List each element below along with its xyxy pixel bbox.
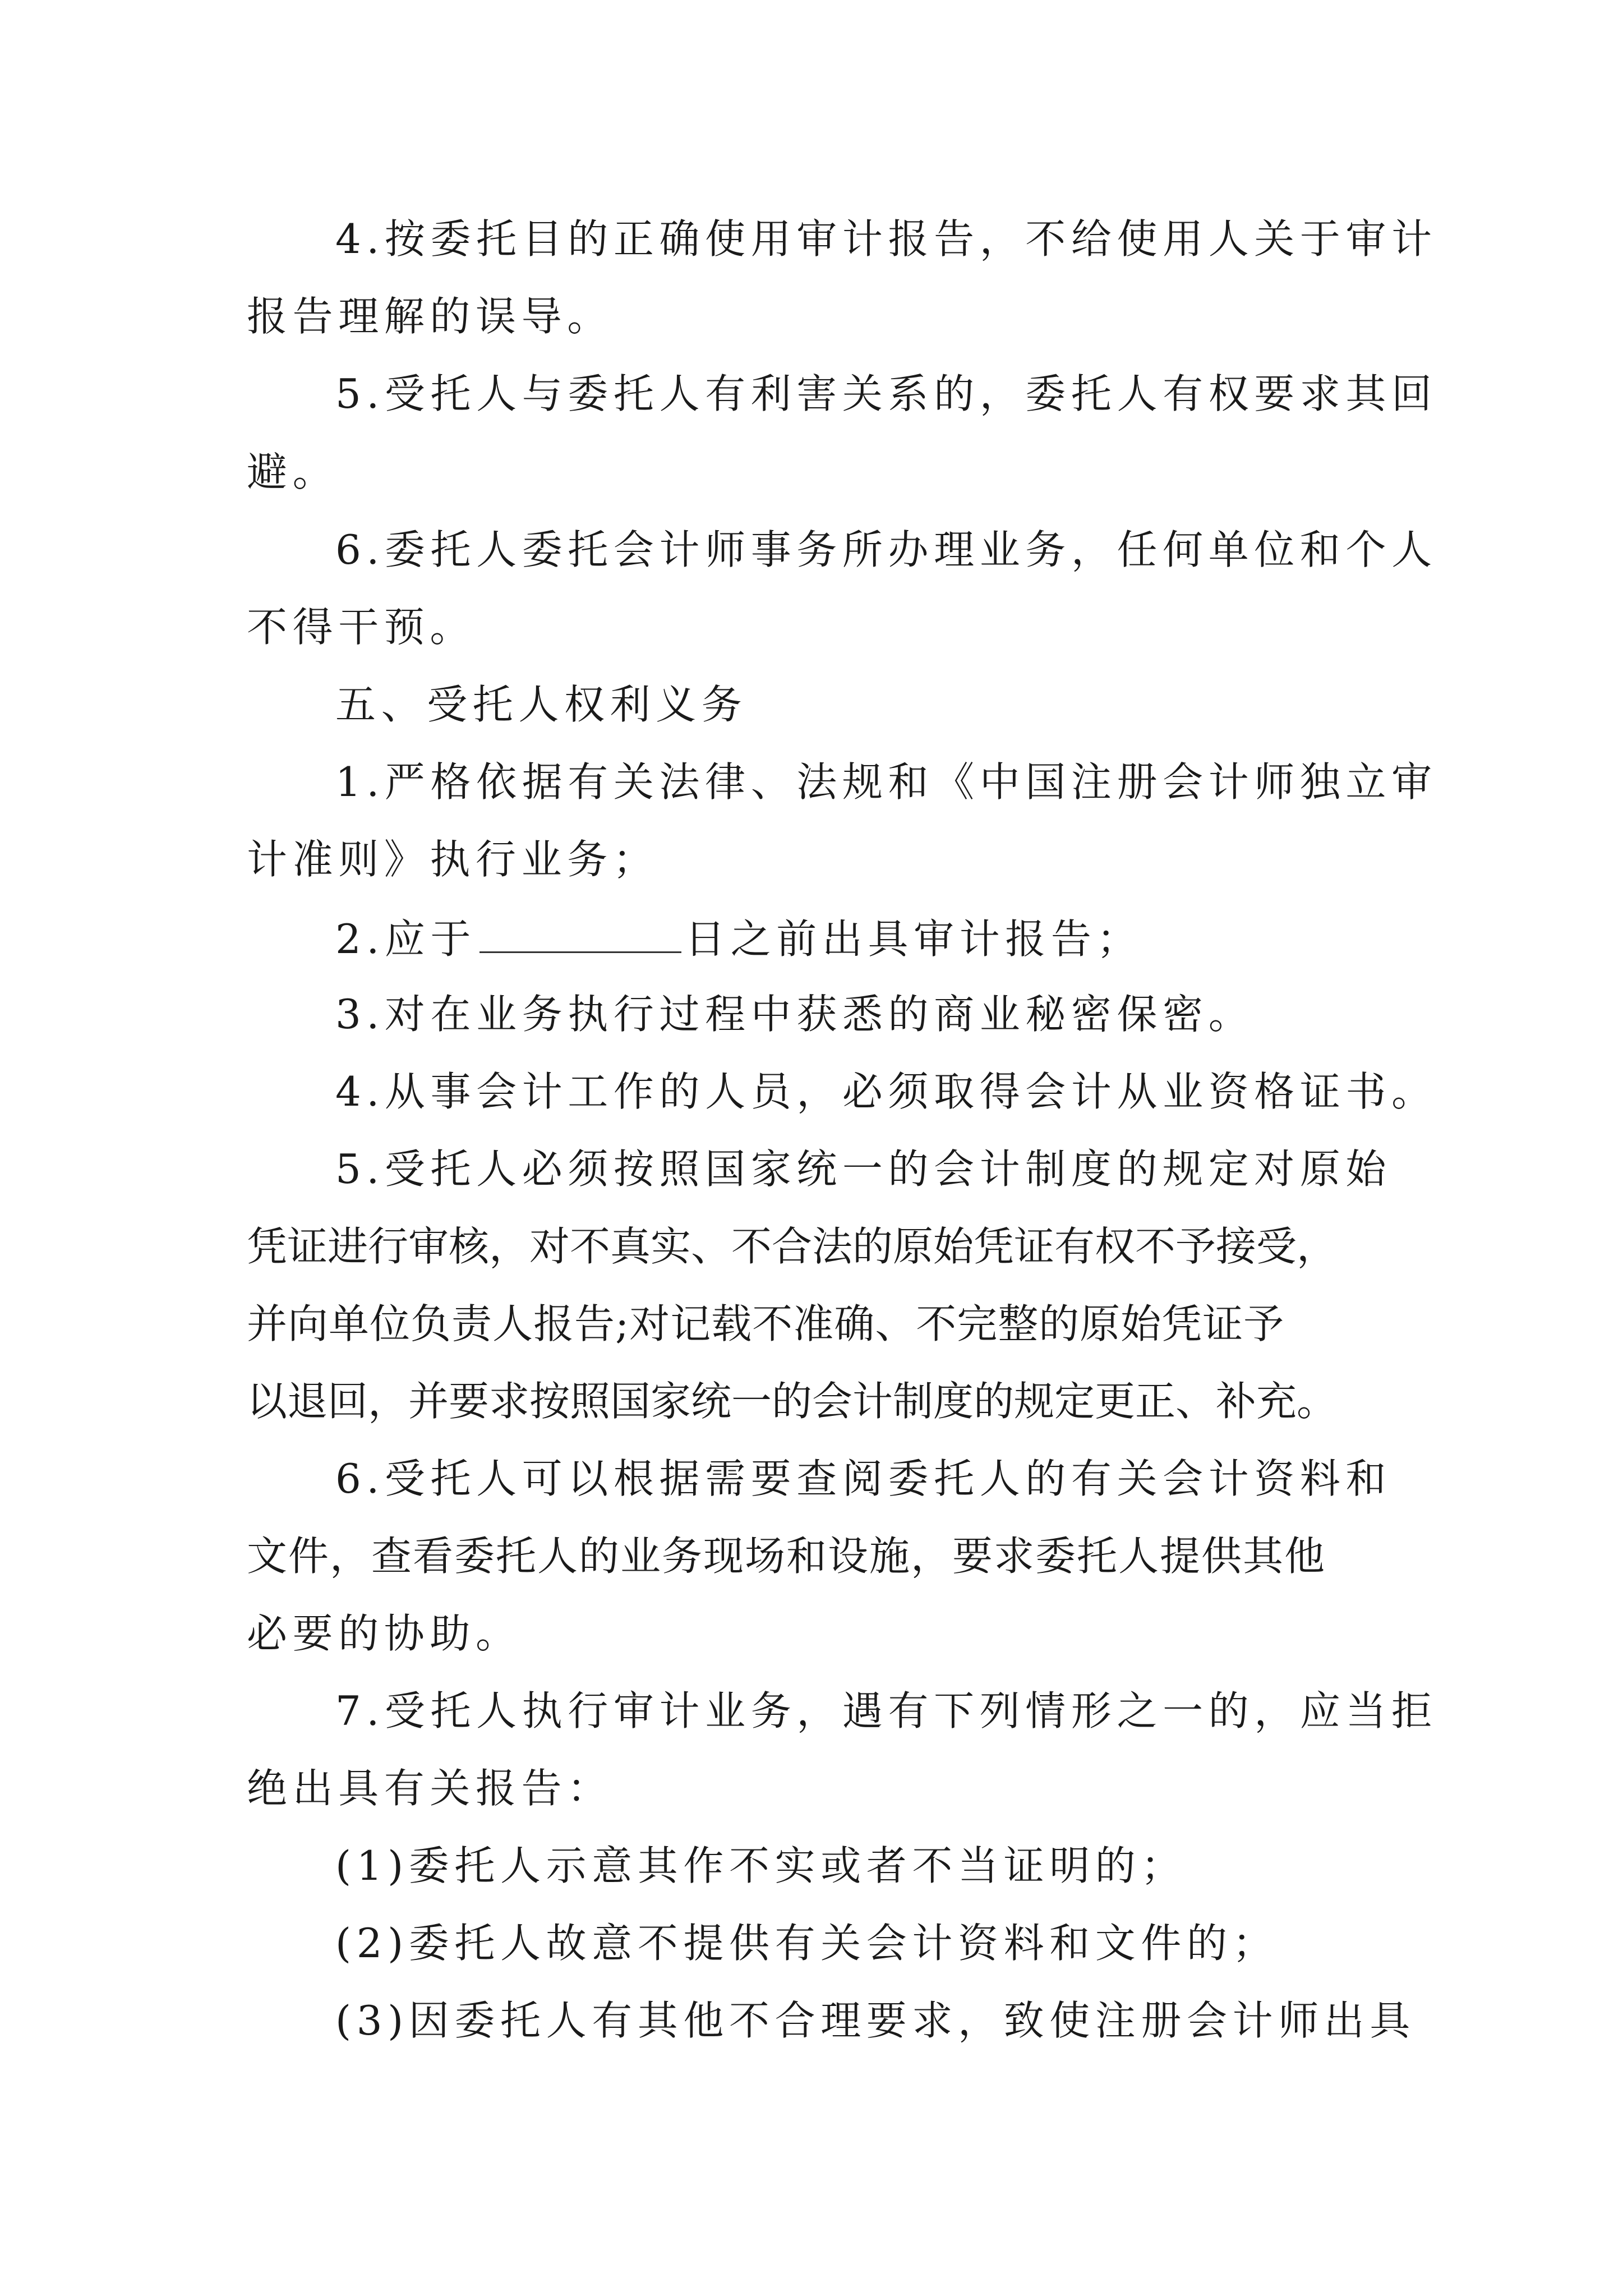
clause-5-line-2: 避。 xyxy=(247,448,339,495)
refusal-item-3: (3)因委托人有其他不合理要求，致使注册会计师出具 xyxy=(335,1997,1415,2044)
duty-6-line-2: 文件，查看委托人的业务现场和设施，要求委托人提供其他 xyxy=(247,1533,1326,1580)
duty-7-line-2: 绝出具有关报告： xyxy=(247,1765,613,1812)
refusal-item-2: (2)委托人故意不提供有关会计资料和文件的； xyxy=(335,1920,1279,1967)
date-blank-field[interactable] xyxy=(479,917,681,953)
duty-2-line xyxy=(335,915,1143,963)
clause-6-line-1: 6.委托人委托会计师事务所办理业务，任何单位和个人 xyxy=(335,526,1437,573)
duty-1-line-2: 计准则》执行业务； xyxy=(247,836,659,883)
duty-7-line-1: 7.受托人执行审计业务，遇有下列情形之一的，应当拒 xyxy=(335,1687,1437,1734)
clause-4-line-1: 4.按委托目的正确使用审计报告，不给使用人关于审计 xyxy=(335,215,1437,263)
duty-6-line-3: 必要的协助。 xyxy=(247,1610,522,1657)
duty-2-prefix: 2.应于 xyxy=(335,915,477,963)
duty-2-suffix: 日之前出具审计报告； xyxy=(685,915,1143,963)
section-heading: 五、受托人权利义务 xyxy=(335,681,748,728)
clause-4-line-2: 报告理解的误导。 xyxy=(247,293,613,340)
duty-1-line-1: 1.严格依据有关法律、法规和《中国注册会计师独立审 xyxy=(335,758,1437,806)
duty-5-line-4: 以退回，并要求按照国家统一的会计制度的规定更正、补充。 xyxy=(247,1378,1338,1425)
duty-5-line-3: 并向单位负责人报告;对记载不准确、不完整的原始凭证予 xyxy=(247,1300,1285,1347)
clause-5-line-1: 5.受托人与委托人有利害关系的，委托人有权要求其回 xyxy=(335,370,1437,417)
duty-6-line-1: 6.受托人可以根据需要查阅委托人的有关会计资料和 xyxy=(335,1455,1392,1502)
duty-4-line: 4.从事会计工作的人员，必须取得会计从业资格证书。 xyxy=(335,1068,1437,1115)
refusal-item-1: (1)委托人示意其作不实或者不当证明的； xyxy=(335,1842,1187,1889)
duty-5-line-2: 凭证进行审核，对不真实、不合法的原始凭证有权不予接受， xyxy=(247,1223,1338,1270)
duty-3-line: 3.对在业务执行过程中获悉的商业秘密保密。 xyxy=(335,991,1255,1038)
duty-5-line-1: 5.受托人必须按照国家统一的会计制度的规定对原始 xyxy=(335,1145,1392,1193)
clause-6-line-2: 不得干预。 xyxy=(247,604,476,651)
